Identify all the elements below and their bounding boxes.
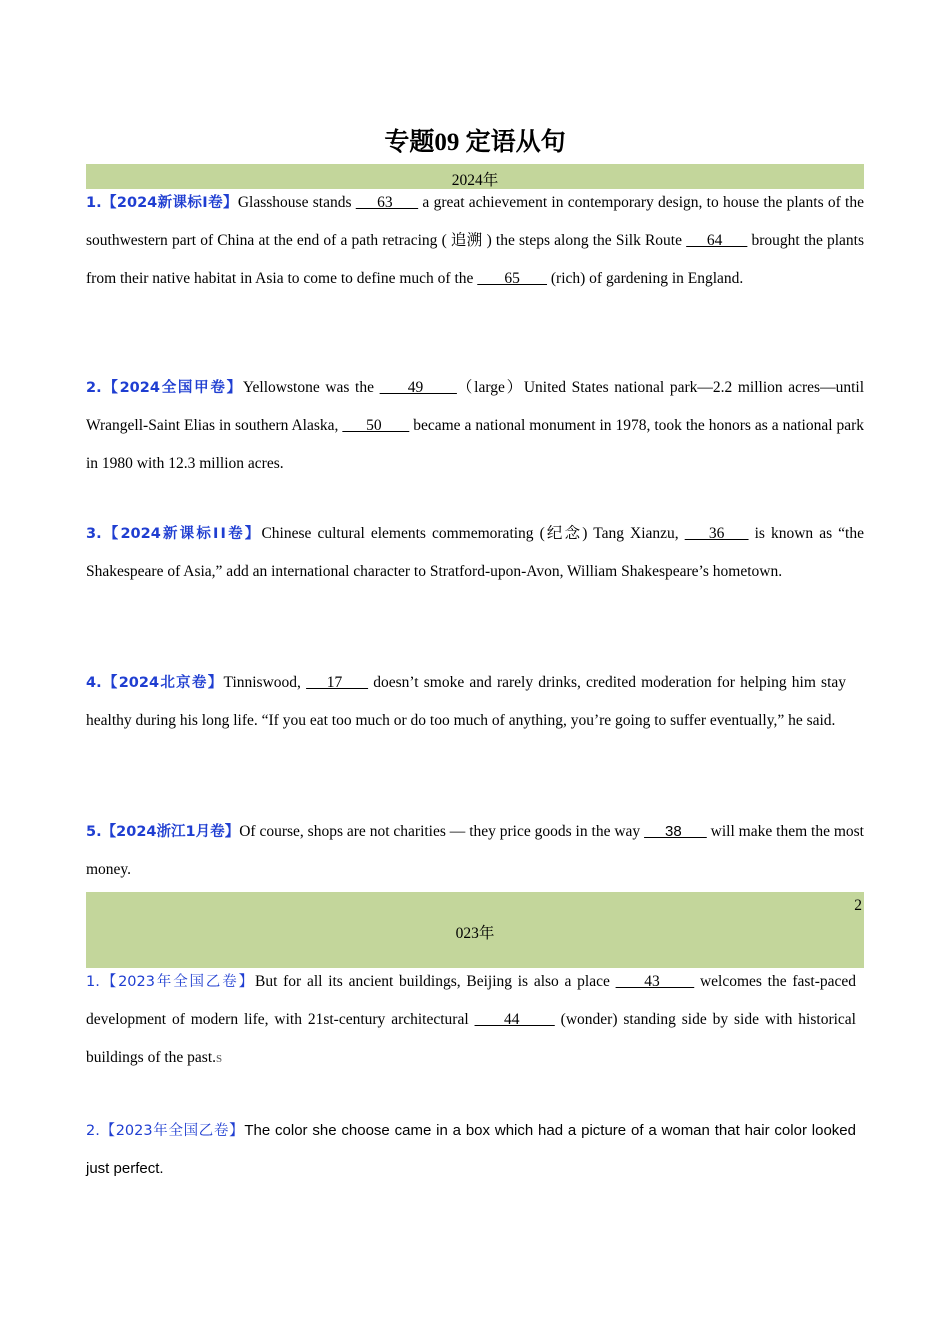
page-title: 专题09 定语从句 bbox=[384, 129, 566, 156]
answer-blank: 38 bbox=[644, 823, 707, 840]
answer-blank: 36 bbox=[684, 525, 749, 542]
question-source: 【2024浙江1月卷】 bbox=[101, 824, 240, 840]
answer-blank: 63 bbox=[355, 194, 419, 211]
question-text: (rich) of gardening in England. bbox=[547, 270, 744, 287]
question-text: doesn’t smoke and rarely drinks, credited moderation for helping him stay healthy during his long life. “If you eat too much or do too much of anything, you’re going to suffer eventually,” he said. bbox=[86, 674, 847, 729]
question-4-2024 bbox=[86, 664, 846, 740]
question-source: 【2024北京卷】 bbox=[101, 675, 224, 691]
question-text: Yellowstone was the bbox=[242, 379, 380, 396]
question-source: 【2023年全国乙卷】 bbox=[99, 1123, 245, 1139]
question-text: became a national monument in 1978, took the honors as a national park in 1980 with 12.3 million acres. bbox=[86, 417, 865, 472]
question-text: Tinniswood, bbox=[223, 674, 307, 691]
question-number: 2. bbox=[86, 380, 102, 396]
question-3-2024 bbox=[86, 515, 864, 591]
answer-blank: 17 bbox=[306, 674, 369, 691]
question-number: 5. bbox=[86, 824, 102, 840]
question-number: 1. bbox=[86, 974, 100, 990]
section-header-2023 bbox=[86, 892, 864, 968]
question-text: welcomes the fast-paced development of modern life, with 21st-century architectural bbox=[86, 973, 857, 1028]
question-text: is known as “the Shakespeare of Asia,” add an international character to Stratford-upon-Avon, William Shakespeare’s hometown. bbox=[86, 525, 864, 580]
section-year-label: 2024年 bbox=[451, 172, 499, 189]
answer-blank: 64 bbox=[686, 232, 748, 249]
section-year-digit: 2 bbox=[854, 897, 862, 914]
question-text: Glasshouse stands bbox=[237, 194, 356, 211]
question-text: Chinese cultural elements commemorating (纪念) Tang Xianzu, bbox=[261, 525, 685, 542]
question-text: (wonder) standing side by side with historical buildings of the past. bbox=[86, 1011, 856, 1066]
question-1-2024 bbox=[86, 184, 864, 298]
question-number: 1. bbox=[86, 195, 102, 211]
answer-blank: 44 bbox=[474, 1011, 555, 1028]
question-2-2023 bbox=[86, 1112, 856, 1188]
question-number: 2. bbox=[86, 1123, 100, 1139]
question-text: will make them the most money. bbox=[86, 823, 864, 878]
question-source: 【2024新课标Ⅰ卷】 bbox=[101, 195, 238, 211]
question-text: brought the plants from their native habitat in Asia to come to define much of the bbox=[86, 232, 864, 287]
question-2-2024 bbox=[86, 369, 864, 483]
question-source: 【2024新课标ⅠⅠ卷】 bbox=[101, 526, 262, 542]
stray-mark: S bbox=[216, 1053, 223, 1065]
section-year-label: 023年 bbox=[455, 925, 495, 942]
question-number: 3. bbox=[86, 526, 102, 542]
question-source: 【2023年全国乙卷】 bbox=[99, 974, 256, 990]
question-text: a great achievement in contemporary design, to house the plants of the southwestern part of China at the end of a path retracing ( 追溯 ) the steps along the Silk Route bbox=[86, 194, 864, 249]
question-5-2024 bbox=[86, 813, 864, 889]
answer-blank: 50 bbox=[342, 417, 410, 434]
answer-blank: 43 bbox=[615, 973, 695, 990]
answer-blank: 65 bbox=[477, 270, 548, 287]
answer-blank: 49 bbox=[379, 379, 457, 396]
question-source: 【2024全国甲卷】 bbox=[101, 380, 243, 396]
question-1-2023 bbox=[86, 963, 856, 1078]
question-text: The color she choose came in a box which had a picture of a woman that hair color looked just perfect. bbox=[86, 1122, 856, 1177]
question-number: 4. bbox=[86, 675, 102, 691]
question-text: （large）United States national park—2.2 million acres—until Wrangell-Saint Elias in southern Alaska, bbox=[86, 379, 865, 434]
question-text: Of course, shops are not charities — they price goods in the way bbox=[239, 823, 645, 840]
question-text: But for all its ancient buildings, Beijing is also a place bbox=[255, 973, 616, 990]
